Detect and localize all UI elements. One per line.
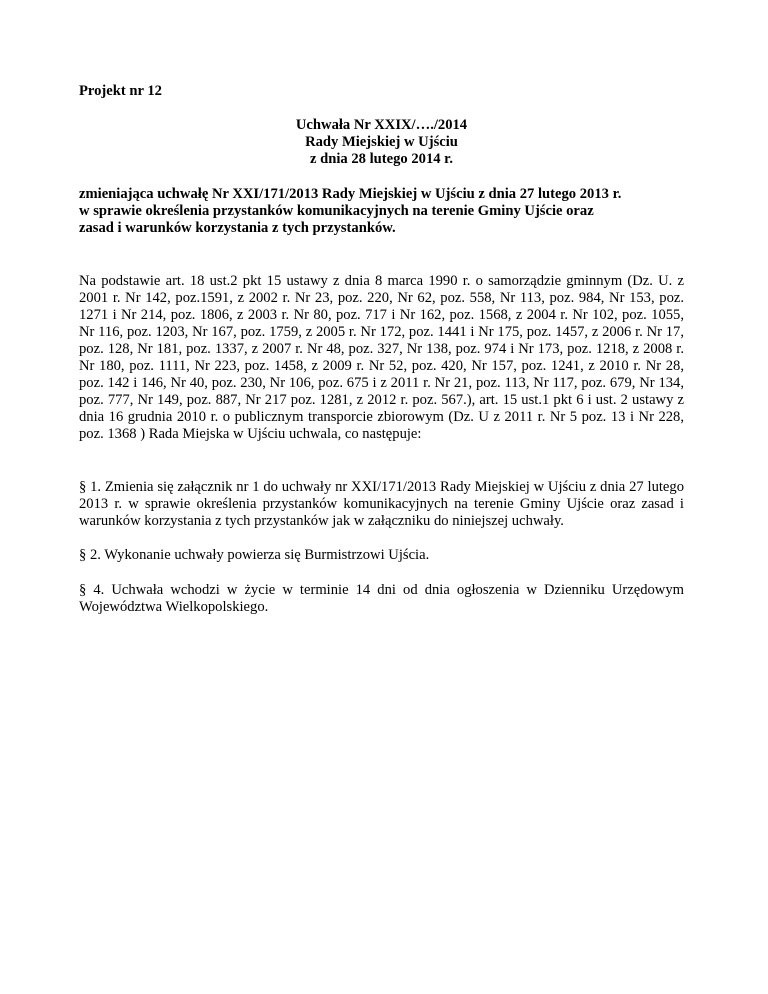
section-2-paragraph: § 2. Wykonanie uchwały powierza się Burmistrzowi Ujścia.	[79, 547, 430, 563]
subject-line-1: zmieniająca uchwałę Nr XXI/171/2013 Rady Miejskiej w Ujściu z dnia 27 lutego 2013 r.	[79, 186, 622, 202]
resolution-subject	[79, 186, 684, 237]
section-4-paragraph: § 4. Uchwała wchodzi w życie w terminie 14 dni od dnia ogłoszenia w Dzienniku Urzędowym Województwa Wielkopolskiego.	[79, 582, 684, 615]
section-1-paragraph: § 1. Zmienia się załącznik nr 1 do uchwały nr XXI/171/2013 Rady Miejskiej w Ujściu z dnia 27 lutego 2013 r. w sprawie określenia przystanków komunikacyjnych na terenie Gminy Ujście oraz zasad i warunków korzystania z tych przystanków jak w załączniku do niniejszej uchwały.	[79, 479, 684, 529]
subject-line-3: zasad i warunków korzystania z tych przystanków.	[79, 220, 396, 236]
legal-basis-paragraph: Na podstawie art. 18 ust.2 pkt 15 ustawy z dnia 8 marca 1990 r. o samorządzie gminnym (Dz. U. z 2001 r. Nr 142, poz.1591, z 2002 r. Nr 23, poz. 220, Nr 62, poz. 558, Nr 113, poz. 984, Nr 153, poz. 1271 i Nr 214, poz. 1806, z 2003 r. Nr 80, poz. 717 i Nr 162, poz. 1568, z 2004 r. Nr 102, poz. 1055, Nr 116, poz. 1203, Nr 167, poz. 1759, z 2005 r. Nr 172, poz. 1441 i Nr 175, poz. 1457, z 2006 r. Nr 17, poz. 128, Nr 181, poz. 1337, z 2007 r. Nr 48, poz. 327, Nr 138, poz. 974 i Nr 173, poz. 1218, z 2008 r. Nr 180, poz. 1111, Nr 223, poz. 1458, z 2009 r. Nr 52, poz. 420, Nr 157, poz. 1241, z 2010 r. Nr 28, poz. 142 i 146, Nr 40, poz. 230, Nr 106, poz. 675 i z 2011 r. Nr 21, poz. 113, Nr 117, poz. 679, Nr 134, poz. 777, Nr 149, poz. 887, Nr 217 poz. 1281, z 2012 r. poz. 567.), art. 15 ust.1 pkt 6 i ust. 2 ustawy z dnia 16 grudnia 2010 r. o publicznym transporcie zbiorowym (Dz. U z 2011 r. Nr 5 poz. 13 i Nr 228, poz. 1368 ) Rada Miejska w Ujściu uchwala, co następuje:	[79, 273, 684, 442]
resolution-number: Uchwała Nr XXIX/…./2014	[295, 117, 468, 133]
project-label: Projekt nr 12	[79, 83, 162, 99]
resolution-title	[79, 117, 684, 168]
council-name: Rady Miejskiej w Ujściu	[305, 134, 458, 150]
resolution-date: z dnia 28 lutego 2014 r.	[310, 151, 453, 167]
subject-line-2: w sprawie określenia przystanków komunikacyjnych na terenie Gminy Ujście oraz	[79, 203, 594, 219]
document-content	[79, 83, 684, 616]
